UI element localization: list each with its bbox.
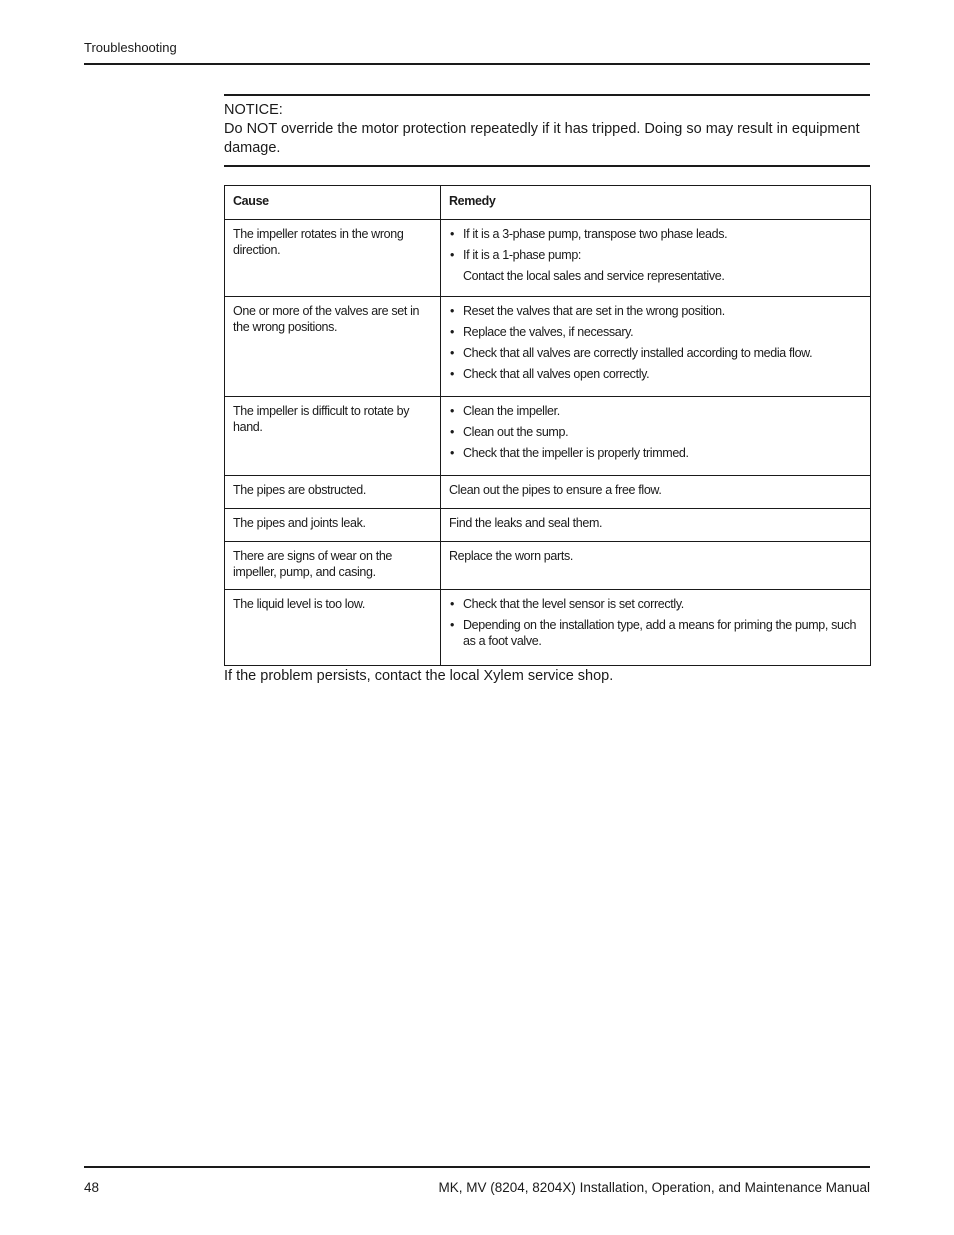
remedy-cell: Clean out the pipes to ensure a free flow. <box>441 476 871 509</box>
cause-cell: The pipes and joints leak. <box>225 509 441 542</box>
remedy-cell: Replace the worn parts. <box>441 542 871 590</box>
table-row <box>225 220 871 297</box>
remedy-cell: Find the leaks and seal them. <box>441 509 871 542</box>
remedy-cell <box>441 590 871 666</box>
notice-text: Do NOT override the motor protection repeatedly if it has tripped. Doing so may result in equipment damage. <box>224 121 860 156</box>
troubleshooting-table <box>224 185 871 666</box>
page-number: 48 <box>84 1180 100 1195</box>
remedy-list <box>449 596 862 649</box>
remedy-item: • Check that all valves are correctly installed according to media flow. <box>449 345 862 361</box>
cause-cell: The pipes are obstructed. <box>225 476 441 509</box>
table-row <box>225 590 871 666</box>
remedy-list <box>449 303 862 382</box>
table-header-row <box>225 186 871 220</box>
remedy-item <box>449 247 862 284</box>
footer-divider <box>84 1166 870 1168</box>
remedy-list <box>449 226 862 284</box>
remedy-item: • Check that all valves open correctly. <box>449 366 862 382</box>
remedy-item: • Check that the impeller is properly trimmed. <box>449 445 862 461</box>
remedy-item: • Replace the valves, if necessary. <box>449 324 862 340</box>
remedy-cell <box>441 220 871 297</box>
table-row <box>225 297 871 397</box>
remedy-cell <box>441 397 871 476</box>
remedy-item: • If it is a 3-phase pump, transpose two phase leads. <box>449 226 862 242</box>
remedy-cell <box>441 297 871 397</box>
table-row <box>225 509 871 542</box>
column-header-remedy: Remedy <box>441 186 871 220</box>
remedy-item: • Reset the valves that are set in the wrong position. <box>449 303 862 319</box>
notice-label: NOTICE: <box>224 102 283 118</box>
remedy-continuation: Contact the local sales and service representative. <box>463 269 725 283</box>
cause-cell: The impeller rotates in the wrong direction. <box>225 220 441 297</box>
table-row <box>225 476 871 509</box>
cause-cell: One or more of the valves are set in the wrong positions. <box>225 297 441 397</box>
remedy-item: • Check that the level sensor is set correctly. <box>449 596 862 612</box>
remedy-item: • Clean out the sump. <box>449 424 862 440</box>
notice-box <box>224 94 870 167</box>
column-header-cause: Cause <box>225 186 441 220</box>
cause-cell: The impeller is difficult to rotate by hand. <box>225 397 441 476</box>
header-divider <box>84 63 870 65</box>
remedy-item-text: If it is a 1-phase pump: <box>463 248 582 262</box>
table-row <box>225 542 871 590</box>
remedy-list <box>449 403 862 461</box>
cause-cell: There are signs of wear on the impeller, pump, and casing. <box>225 542 441 590</box>
cause-cell: The liquid level is too low. <box>225 590 441 666</box>
remedy-item: • Depending on the installation type, add a means for priming the pump, such as a foot valve. <box>449 617 862 649</box>
followup-note: If the problem persists, contact the local Xylem service shop. <box>224 668 614 684</box>
running-header: Troubleshooting <box>84 40 177 55</box>
manual-title: MK, MV (8204, 8204X) Installation, Operation, and Maintenance Manual <box>438 1180 870 1195</box>
remedy-item: • Clean the impeller. <box>449 403 862 419</box>
table-row <box>225 397 871 476</box>
